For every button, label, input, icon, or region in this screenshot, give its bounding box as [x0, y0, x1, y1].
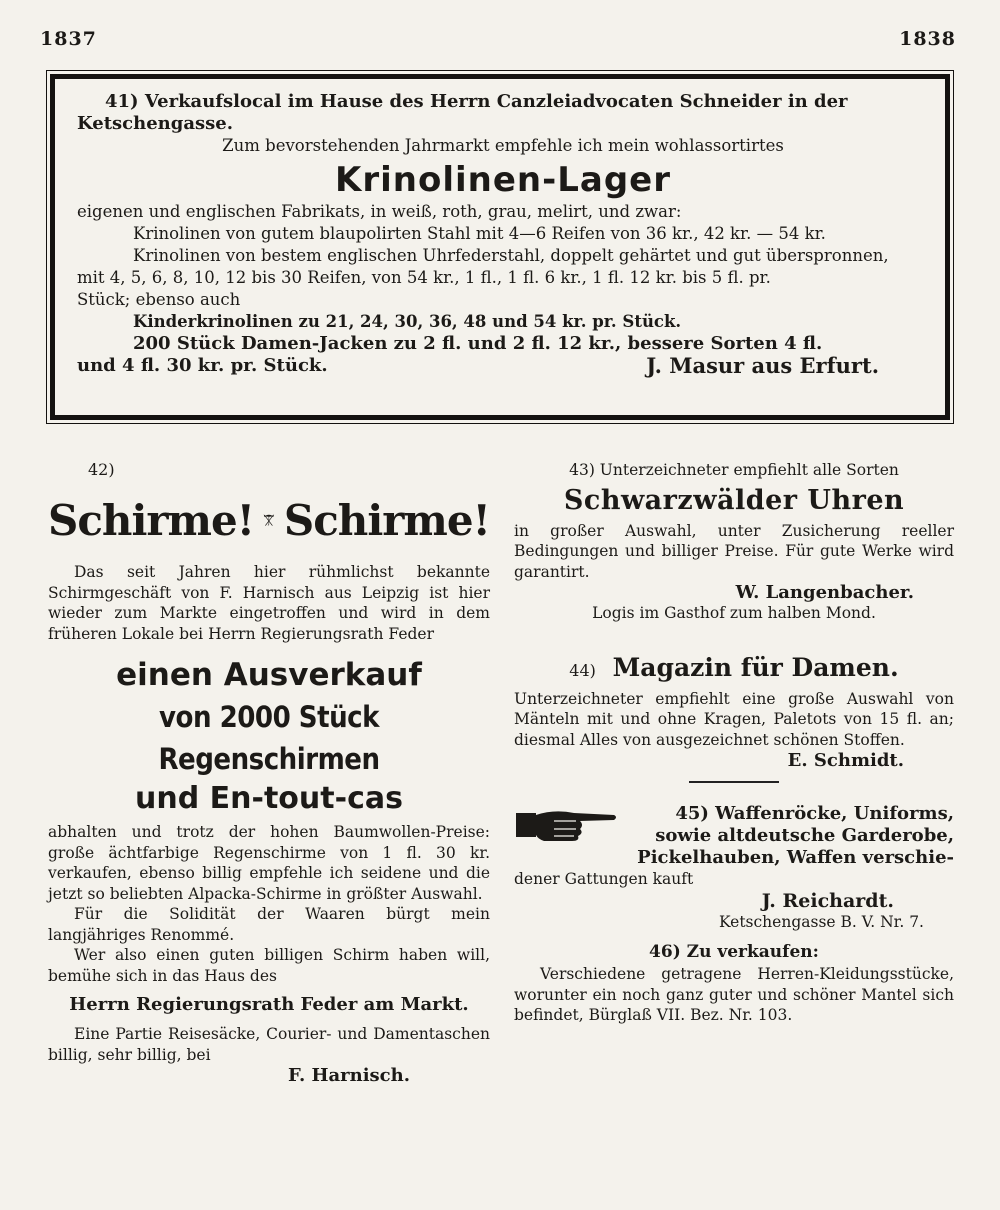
ad-45-waffen [514, 803, 954, 932]
ad-43-body: in großer Auswahl, unter Zusicherung reeller Bedingungen und billiger Preise. Für gute Werke wird garantirt. [514, 521, 954, 581]
page-number-left: 1837 [40, 28, 97, 50]
ad-45-line: dener Gattungen kauft [514, 870, 694, 888]
ad-41-line: Krinolinen von bestem englischen Uhrfederstahl, doppelt gehärtet und gut überspronnen, [133, 246, 889, 265]
ad-45-line: 45) Waffenröcke, Uniforms, [675, 803, 954, 824]
pointing-hand-icon [514, 803, 620, 845]
ad-41-intro: Zum bevorstehenden Jahrmarkt empfehle ich mein wohlassortirtes [222, 136, 784, 155]
ad-42-headline: und En-tout-cas [135, 781, 403, 816]
ad-42-body [48, 1024, 490, 1065]
ad-42-schirme [48, 460, 490, 1086]
ad-42-body [48, 562, 490, 644]
ad-41-line: eigenen und englischen Fabrikats, in weiß, roth, grau, melirt, und zwar: [77, 202, 682, 221]
ad-43-uhren [514, 460, 954, 624]
ad-42-headline: einen Ausverkauf [116, 657, 422, 693]
ad-42-word-right: Schirme! [283, 495, 490, 545]
ad-42-number: 42) [88, 460, 115, 479]
ad-45-line: Pickelhauben, Waffen verschie- [637, 847, 954, 868]
ad-41-line: 200 Stück Damen-Jacken zu 2 fl. und 2 fl. 12 kr., bessere Sorten 4 fl. [133, 333, 823, 354]
ad-43-intro: 43) Unterzeichneter empfiehlt alle Sorten [569, 461, 899, 479]
ad-41-line: Krinolinen von gutem blaupolirten Stahl mit 4—6 Reifen von 36 kr., 42 kr. — 54 kr. [133, 224, 826, 243]
ad-42-body [48, 822, 490, 986]
ad-45-signature: J. Reichardt. [761, 889, 894, 912]
ad-43-title: Schwarzwälder Uhren [563, 484, 905, 516]
ad-46-verkaufen [514, 940, 954, 1026]
ad-45-address: Ketschengasse B. V. Nr. 7. [718, 912, 924, 931]
ad-42-paragraph: Wer also einen guten billigen Schirm haben will, bemühe sich in das Haus des [48, 946, 490, 985]
ad-45-line: sowie altdeutsche Garderobe, [655, 825, 954, 846]
ad-44-number: 44) [569, 660, 596, 680]
ad-44-title: Magazin für Damen. [612, 652, 899, 682]
ad-44-signature: E. Schmidt. [787, 750, 904, 771]
ad-44-damen [514, 650, 954, 784]
ad-41-line: Kinderkrinolinen zu 21, 24, 30, 36, 48 und 54 kr. pr. Stück. [133, 312, 682, 331]
page-number-right: 1838 [899, 28, 956, 50]
ad-41-title: Krinolinen-Lager [335, 160, 671, 200]
ad-41-heading-cont: Ketschengasse. [77, 113, 233, 134]
divider [689, 781, 779, 783]
ad-42-headline: von 2000 Stück Regenschirmen [158, 700, 380, 776]
ad-42-word-left: Schirme! [48, 495, 255, 545]
ad-44-body: Unterzeichneter empfiehlt eine große Auswahl von Mänteln mit und ohne Kragen, Paletots von 15 fl. an; diesmal Alles von ausgezeichnet schönen Stoffen. [514, 689, 954, 749]
ad-41-line: und 4 fl. 30 kr. pr. Stück. [77, 355, 328, 376]
ad-46-heading: 46) Zu verkaufen: [649, 942, 819, 962]
crossed-umbrellas-icon [262, 487, 276, 553]
ad-43-lodging: Logis im Gasthof zum halben Mond. [592, 604, 876, 622]
ad-42-location: Herrn Regierungsrath Feder am Markt. [69, 994, 469, 1015]
right-column [514, 460, 954, 1026]
ad-42-paragraph: Das seit Jahren hier rühmlichst bekannte Schirmgeschäft von F. Harnisch aus Leipzig ist hier wieder zum Markte eingetroffen und wird in dem früheren Lokale bei Herrn Regierungsrath Feder [48, 563, 490, 643]
ad-43-signature: W. Langenbacher. [735, 582, 914, 603]
ad-41-krinolinen [50, 74, 950, 420]
ad-45-top [514, 803, 954, 847]
ad-41-heading: 41) Verkaufslocal im Hause des Herrn Canzleiadvocaten Schneider in der [105, 91, 848, 112]
ad-42-signature: F. Harnisch. [287, 1065, 410, 1086]
ad-42-banner [48, 484, 490, 556]
ad-41-line: mit 4, 5, 6, 8, 10, 12 bis 30 Reifen, von 54 kr., 1 fl., 1 fl. 6 kr., 1 fl. 12 kr. bis 5 fl. pr. [77, 268, 771, 287]
ad-42-paragraph: Eine Partie Reisesäcke, Courier- und Damentaschen billig, sehr billig, bei [48, 1025, 490, 1064]
ad-46-body: Verschiedene getragene Herren-Kleidungsstücke, worunter ein noch ganz guter und schöner Mantel sich befindet, Bürglaß VII. Bez. Nr. 103. [514, 965, 954, 1024]
ad-41-line: Stück; ebenso auch [77, 290, 241, 309]
ad-44-title-row [514, 650, 954, 689]
ad-42-paragraph: Für die Solidität der Waaren bürgt mein langjähriges Renommé. [48, 905, 490, 944]
ad-41-signature: J. Masur aus Erfurt. [646, 353, 879, 378]
ad-42-paragraph: abhalten und trotz der hohen Baumwollen-Preise: große ächtfarbige Regenschirme von 1 fl. 30 kr. verkaufen, ebenso billig empfehle ich seidene und die jetzt so beliebten Alpacka-Schirme in größter Auswahl. [48, 823, 490, 903]
